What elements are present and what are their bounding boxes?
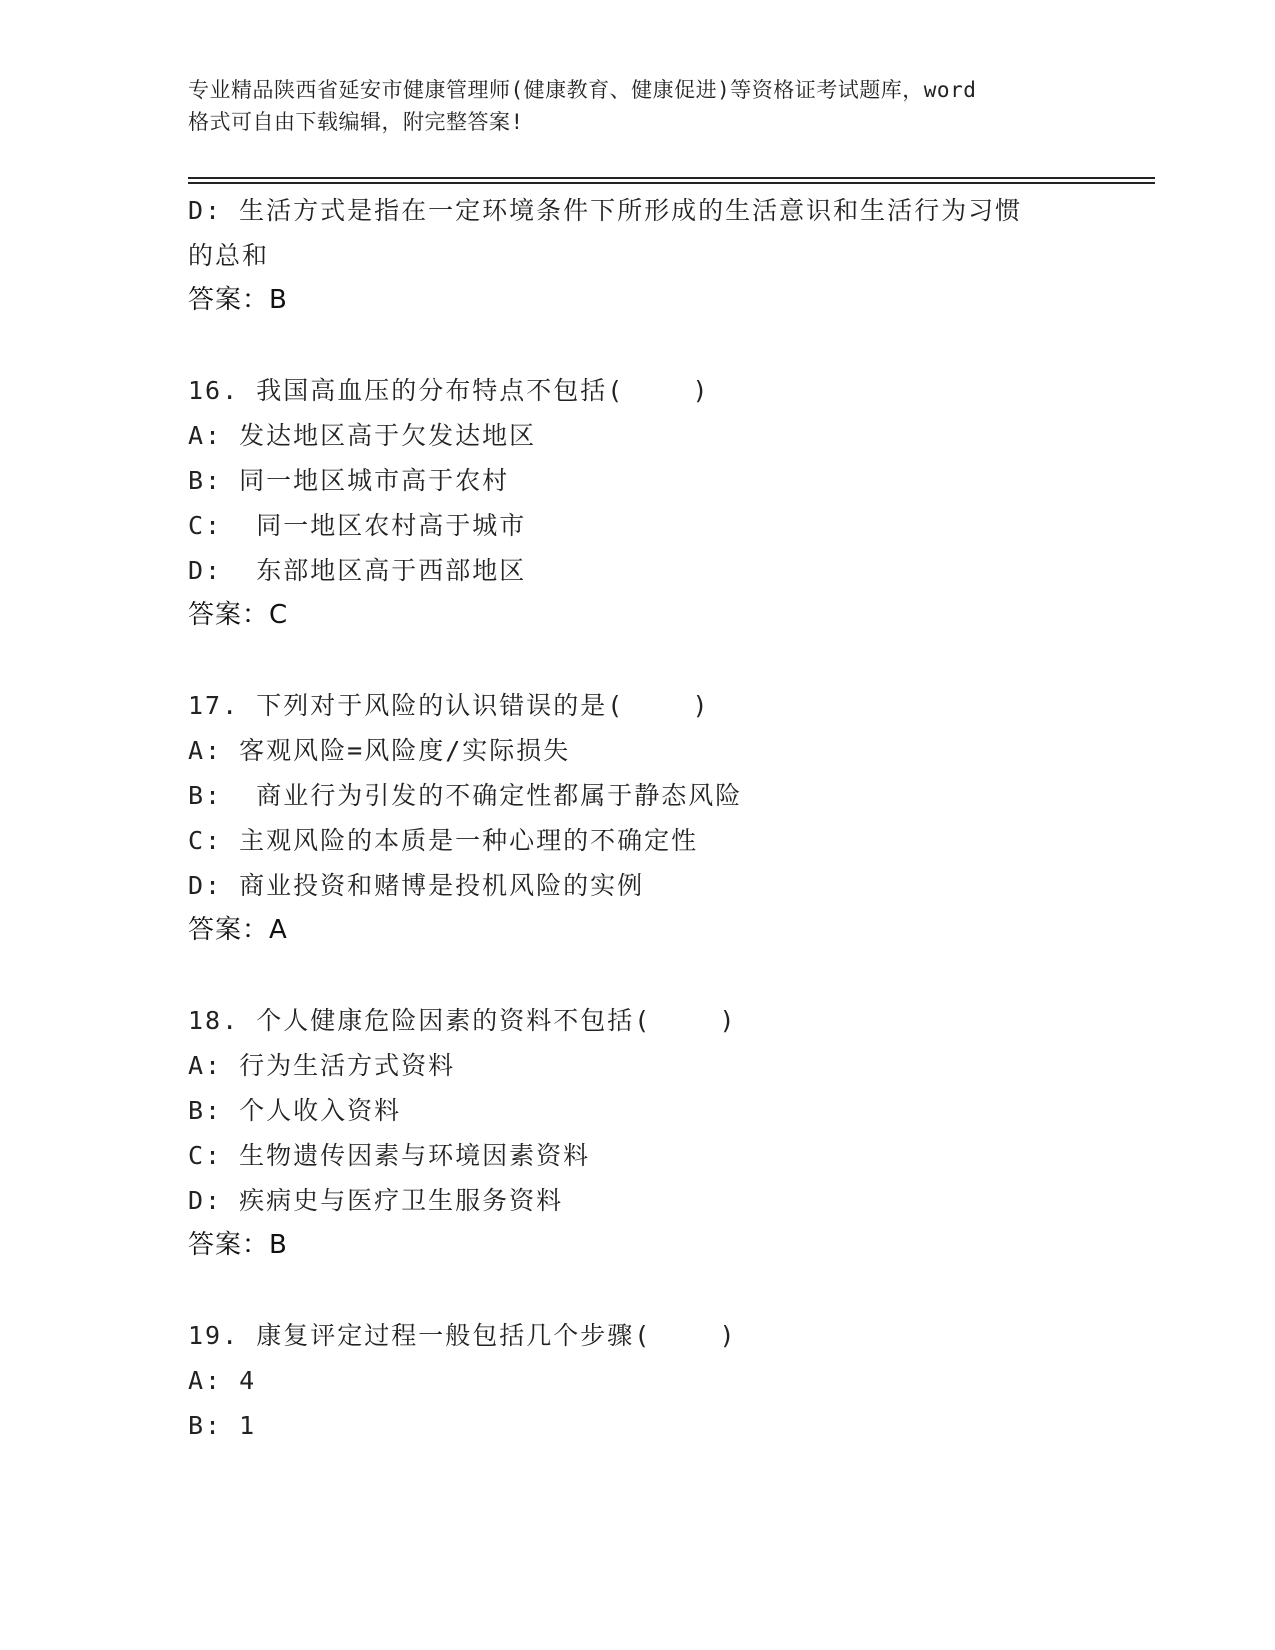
- answer-line: 答案：C: [188, 600, 289, 630]
- option-d: D: 商业投资和赌博是投机风险的实例: [188, 871, 645, 900]
- answer-line: 答案：A: [188, 915, 288, 945]
- question-list: [188, 188, 1088, 1448]
- option-c: C: 生物遗传因素与环境因素资料: [188, 1141, 591, 1170]
- spacer: [188, 953, 1088, 998]
- option-b: B: 商业行为引发的不确定性都属于静态风险: [188, 781, 743, 810]
- option-b: B: 1: [188, 1411, 257, 1440]
- option-c: C: 主观风险的本质是一种心理的不确定性: [188, 826, 699, 855]
- option-c: C: 同一地区农村高于城市: [188, 511, 527, 540]
- question-stem: 16. 我国高血压的分布特点不包括( ): [188, 376, 710, 405]
- option-b: B: 个人收入资料: [188, 1096, 402, 1125]
- answer-line: 答案：B: [188, 285, 288, 315]
- answer-line: 答案：B: [188, 1230, 288, 1260]
- header-line-1: 专业精品陕西省延安市健康管理师(健康教育、健康促进)等资格证考试题库，word: [188, 78, 977, 102]
- option-d: D: 生活方式是指在一定环境条件下所形成的生活意识和生活行为习惯: [188, 196, 1023, 225]
- spacer: [188, 1268, 1088, 1313]
- question-19: [188, 1313, 1088, 1448]
- header-line-2: 格式可自由下载编辑，附完整答案!: [188, 110, 524, 134]
- question-18: [188, 998, 1088, 1268]
- option-a: A: 4: [188, 1366, 257, 1395]
- question-stem: 18. 个人健康危险因素的资料不包括( ): [188, 1006, 737, 1035]
- option-b: B: 同一地区城市高于农村: [188, 466, 510, 495]
- option-d: D: 东部地区高于西部地区: [188, 556, 527, 585]
- option-d-continued: 的总和: [188, 241, 270, 270]
- spacer: [188, 323, 1088, 368]
- question-stem: 19. 康复评定过程一般包括几个步骤( ): [188, 1321, 737, 1350]
- page-header: [188, 74, 1088, 138]
- question-16: [188, 368, 1088, 638]
- option-a: A: 客观风险=风险度/实际损失: [188, 736, 571, 765]
- carryover-question: [188, 188, 1088, 323]
- header-rule-top: [188, 177, 1155, 179]
- option-a: A: 发达地区高于欠发达地区: [188, 421, 537, 450]
- spacer: [188, 638, 1088, 683]
- question-17: [188, 683, 1088, 953]
- question-stem: 17. 下列对于风险的认识错误的是( ): [188, 691, 710, 720]
- option-d: D: 疾病史与医疗卫生服务资料: [188, 1186, 564, 1215]
- option-a: A: 行为生活方式资料: [188, 1051, 456, 1080]
- header-rule-bottom: [188, 182, 1155, 184]
